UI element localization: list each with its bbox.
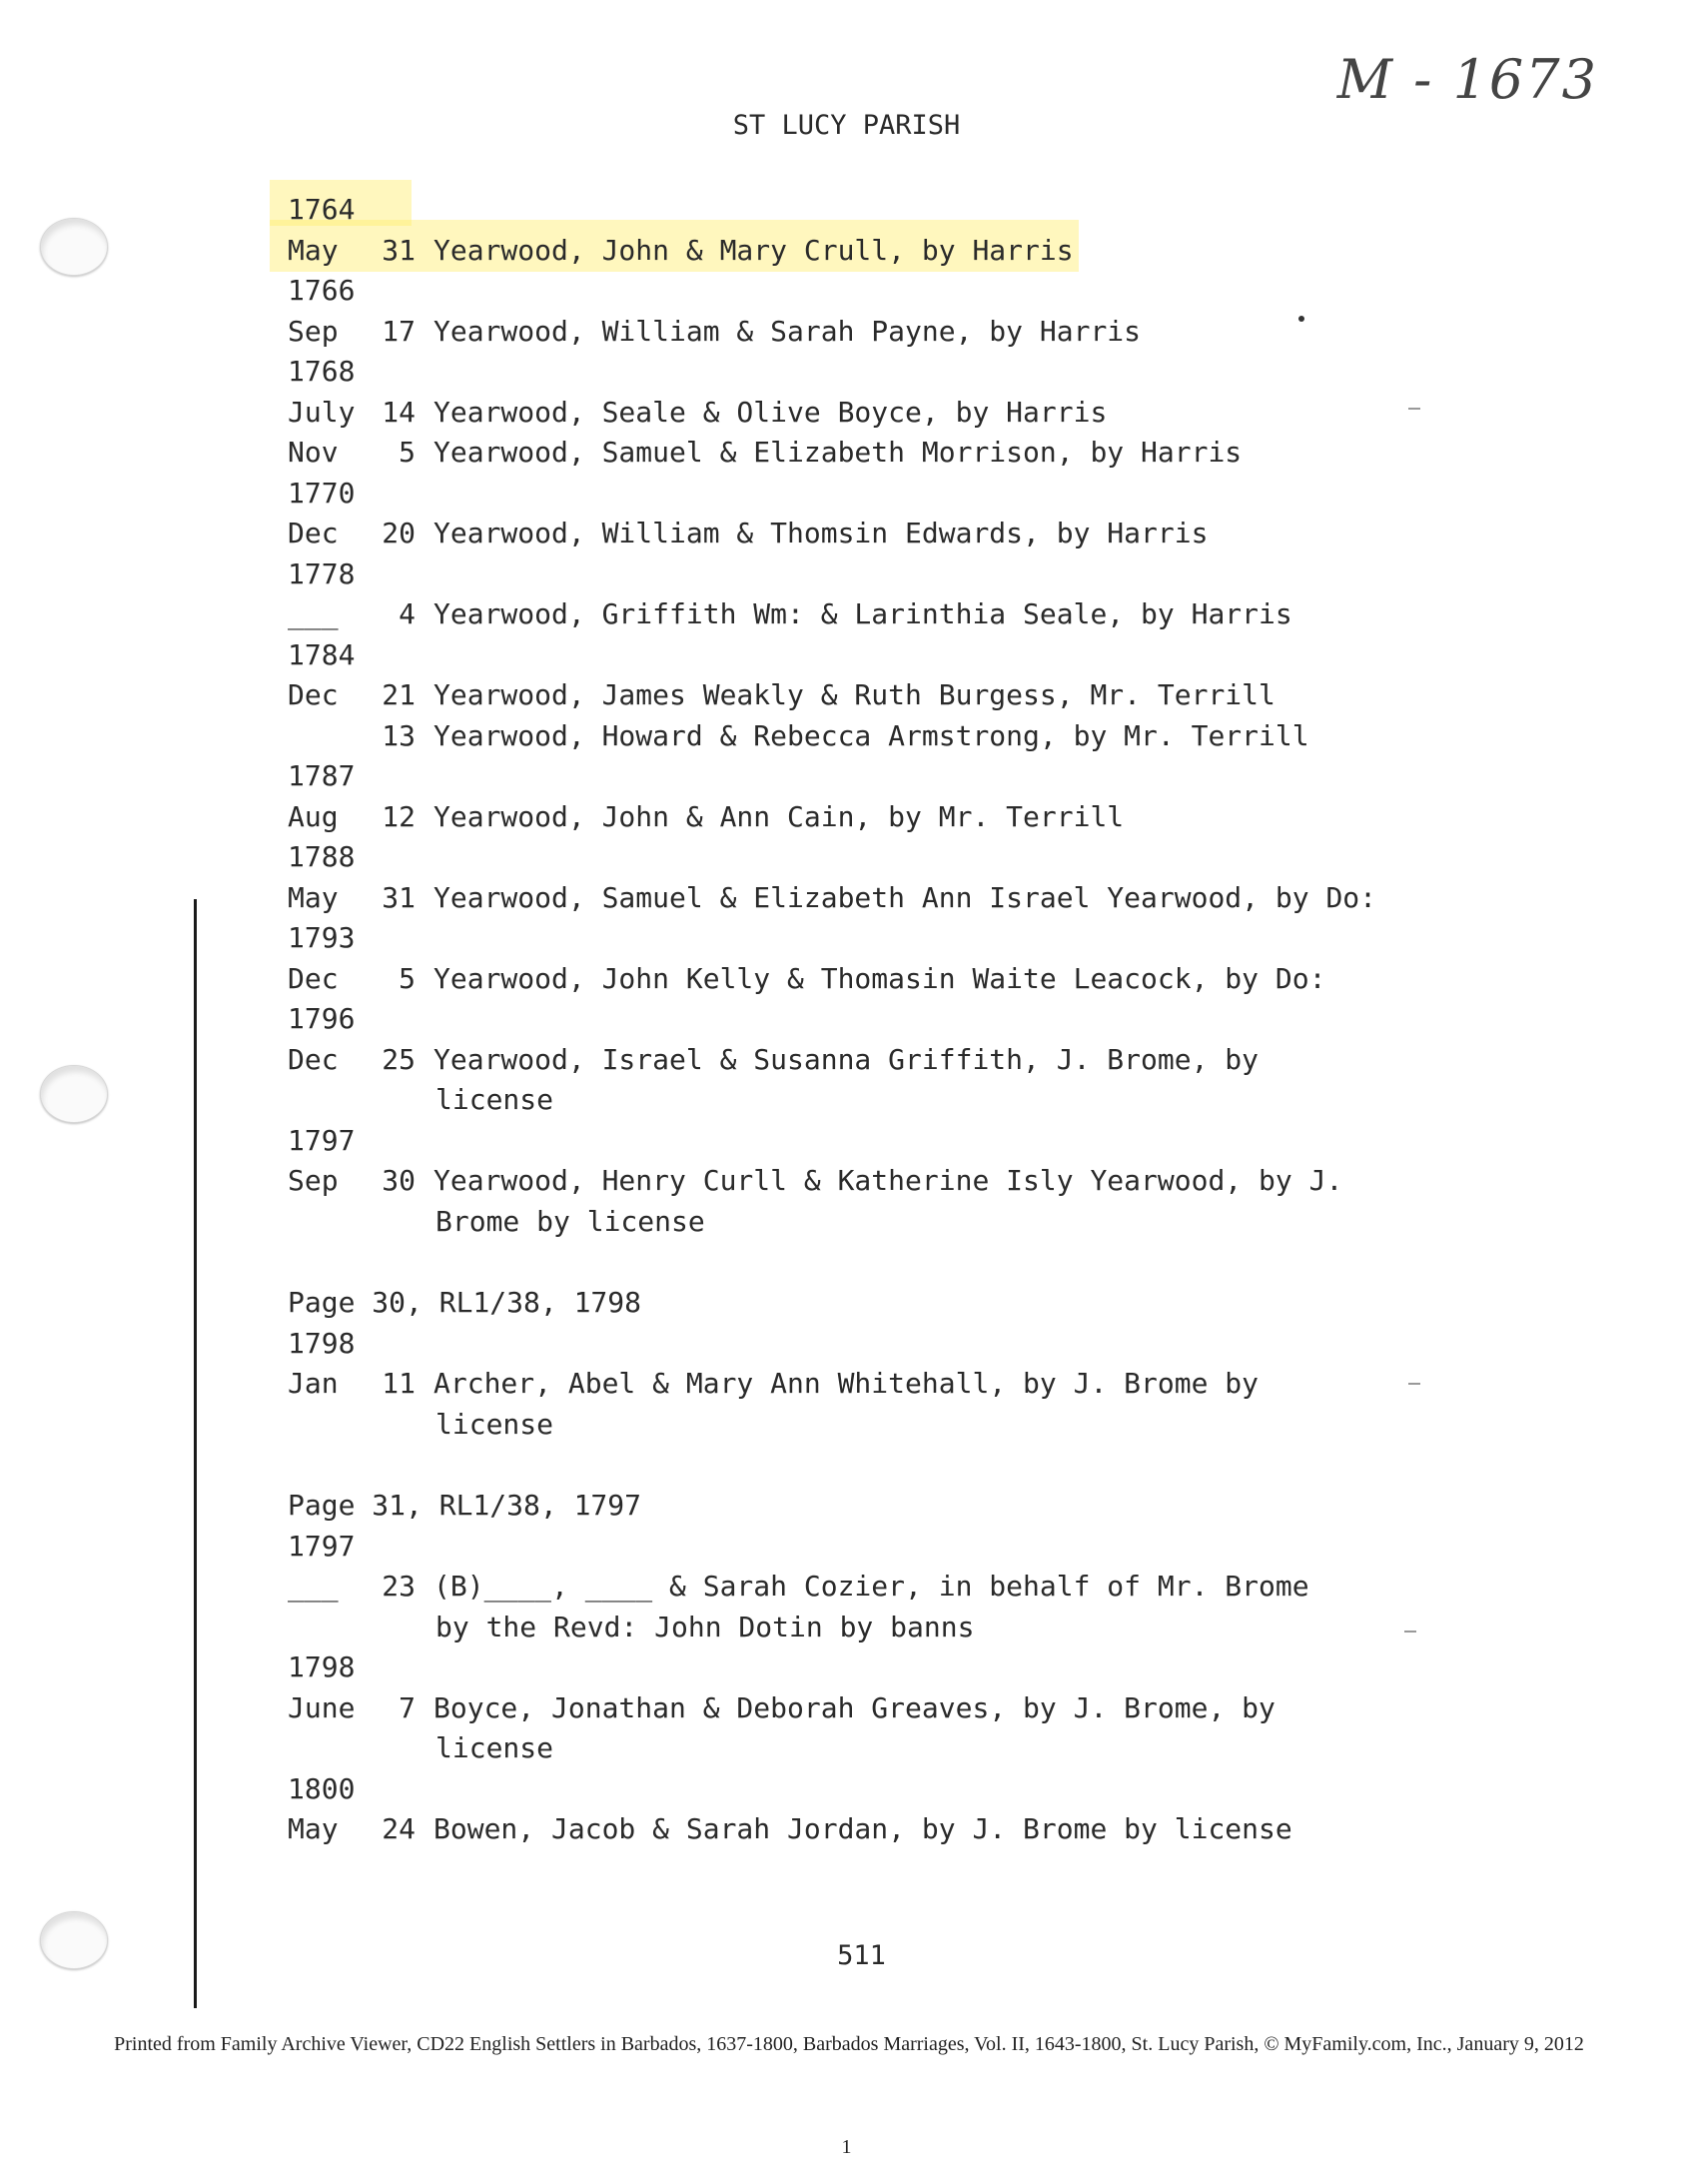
year-heading: 1797	[288, 1123, 356, 1157]
entry-continuation	[288, 1202, 1446, 1243]
entry-day: 5	[399, 436, 416, 469]
entry-month: May	[288, 1812, 339, 1845]
year-heading: 1764	[288, 193, 356, 226]
entry-text: Boyce, Jonathan & Deborah Greaves, by J. Brome, by	[433, 1690, 1275, 1724]
entry-month: July	[288, 395, 356, 429]
marriage-entry	[288, 1567, 1446, 1608]
footer-page-number: 1	[841, 2136, 852, 2158]
year-heading: 1798	[288, 1326, 356, 1360]
marriage-entry	[288, 312, 1446, 353]
entry-text: Bowen, Jacob & Sarah Jordan, by J. Brome by license	[433, 1812, 1292, 1845]
year-heading: 1798	[288, 1650, 356, 1683]
page-title: ST LUCY PARISH	[732, 110, 961, 141]
entry-day: 25	[382, 1042, 416, 1076]
entry-day: 13	[382, 718, 416, 752]
entry-month: May	[288, 233, 339, 267]
entry-text: Yearwood, Howard & Rebecca Armstrong, by Mr. Terrill	[433, 718, 1309, 752]
entry-month: Dec	[288, 678, 339, 711]
entry-month: Aug	[288, 799, 339, 833]
entry-text: Yearwood, Israel & Susanna Griffith, J. Brome, by	[433, 1042, 1260, 1076]
punch-hole-middle	[40, 1065, 108, 1123]
year-heading: 1797	[288, 1529, 356, 1563]
entry-day: 5	[399, 961, 416, 995]
entry-continuation	[288, 1728, 1446, 1769]
entry-text: Yearwood, Samuel & Elizabeth Ann Israel Yearwood, by Do:	[433, 880, 1377, 914]
spacer	[288, 1242, 1446, 1283]
year-heading: 1778	[288, 556, 356, 590]
entry-month: Jan	[288, 1367, 339, 1400]
entry-day: 11	[382, 1367, 416, 1400]
punch-hole-top	[40, 218, 108, 276]
year-heading: 1770	[288, 476, 356, 510]
entry-month: Sep	[288, 314, 339, 348]
marriage-entry	[288, 1809, 1446, 1850]
entry-text: (B)____, ____ & Sarah Cozier, in behalf of Mr. Brome	[433, 1570, 1309, 1603]
scan-mark	[1404, 1631, 1416, 1633]
entry-text: Yearwood, John & Mary Crull, by Harris	[433, 233, 1074, 267]
entry-continuation-text: license	[435, 1407, 554, 1441]
entry-month: May	[288, 880, 339, 914]
marriage-entry	[288, 959, 1446, 1000]
year-heading: 1796	[288, 1002, 356, 1035]
entry-continuation	[288, 1080, 1446, 1121]
year-heading: Page 30, RL1/38, 1798	[288, 1286, 642, 1319]
entry-day: 20	[382, 517, 416, 549]
entry-month: Dec	[288, 961, 339, 995]
entry-month: Sep	[288, 1164, 339, 1197]
year-heading: 1768	[288, 355, 356, 388]
print-footer: Printed from Family Archive Viewer, CD22 English Settlers in Barbados, 1637-1800, Barbados Marriages, Vol. II, 1643-1800, St. Lucy Parish, © MyFamily.com, Inc., January 9, 2012	[114, 2033, 1584, 2055]
binder-margin-line	[194, 899, 197, 2008]
year-heading: 1793	[288, 921, 356, 954]
entry-continuation-text: by the Revd: John Dotin by banns	[435, 1610, 975, 1643]
entry-text: Yearwood, James Weakly & Ruth Burgess, Mr. Terrill	[433, 678, 1275, 711]
year-heading: 1800	[288, 1771, 356, 1805]
entry-day: 4	[399, 597, 416, 630]
marriage-entry	[288, 878, 1446, 919]
entry-continuation-text: license	[435, 1083, 554, 1116]
entry-month: ___	[288, 597, 339, 630]
entry-day: 31	[382, 880, 416, 914]
year-heading: Page 31, RL1/38, 1797	[288, 1489, 642, 1522]
marriage-entry	[288, 797, 1446, 838]
entry-text: Yearwood, Samuel & Elizabeth Morrison, by Harris	[433, 436, 1243, 469]
entry-day: 31	[382, 233, 416, 267]
entry-text: Yearwood, Seale & Olive Boyce, by Harris	[433, 395, 1108, 429]
entry-day: 23	[382, 1570, 416, 1603]
entry-text: Yearwood, Griffith Wm: & Larinthia Seale, by Harris	[433, 597, 1292, 630]
marriage-entry	[288, 231, 1446, 272]
marriage-entry	[288, 716, 1446, 757]
scan-mark	[1408, 1383, 1420, 1385]
entry-month: June	[288, 1690, 356, 1724]
entry-text: Yearwood, William & Thomsin Edwards, by Harris	[433, 517, 1209, 549]
marriage-entry	[288, 1364, 1446, 1405]
entry-day: 7	[399, 1690, 416, 1724]
entry-day: 17	[382, 314, 416, 348]
marriage-entry	[288, 1688, 1446, 1729]
entry-continuation-text: license	[435, 1731, 554, 1764]
year-heading: 1787	[288, 759, 356, 792]
entry-month: Nov	[288, 436, 339, 469]
entry-day: 24	[382, 1812, 416, 1845]
marriage-entry	[288, 594, 1446, 635]
marriage-entry	[288, 393, 1446, 434]
entry-text: Yearwood, John & Ann Cain, by Mr. Terrill	[433, 799, 1125, 833]
page-number: 511	[837, 1940, 886, 1971]
marriage-entry	[288, 1040, 1446, 1081]
entry-month: Dec	[288, 517, 339, 549]
entry-day: 21	[382, 678, 416, 711]
entry-continuation	[288, 1405, 1446, 1446]
marriage-entry	[288, 514, 1446, 554]
ink-mark	[1298, 316, 1304, 322]
marriage-entry	[288, 433, 1446, 474]
entry-month: Dec	[288, 1042, 339, 1076]
entry-day: 12	[382, 799, 416, 833]
entry-text: Yearwood, John Kelly & Thomasin Waite Leacock, by Do:	[433, 961, 1326, 995]
entry-continuation	[288, 1608, 1446, 1648]
year-heading: 1788	[288, 840, 356, 873]
entry-text: Yearwood, William & Sarah Payne, by Harris	[433, 314, 1142, 348]
year-heading: 1784	[288, 637, 356, 671]
marriage-register-entries	[288, 190, 1446, 1850]
spacer	[288, 1445, 1446, 1486]
entry-month: ___	[288, 1570, 339, 1603]
scan-mark	[1408, 408, 1420, 410]
entry-day: 30	[382, 1164, 416, 1197]
entry-text: Archer, Abel & Mary Ann Whitehall, by J. Brome by	[433, 1367, 1260, 1400]
entry-continuation-text: Brome by license	[435, 1204, 705, 1238]
year-heading: 1766	[288, 274, 356, 307]
marriage-entry	[288, 1161, 1446, 1202]
handwritten-reference: M - 1673	[1336, 48, 1598, 111]
entry-day: 14	[382, 395, 416, 429]
marriage-entry	[288, 675, 1446, 716]
entry-text: Yearwood, Henry Curll & Katherine Isly Yearwood, by J.	[433, 1164, 1343, 1197]
